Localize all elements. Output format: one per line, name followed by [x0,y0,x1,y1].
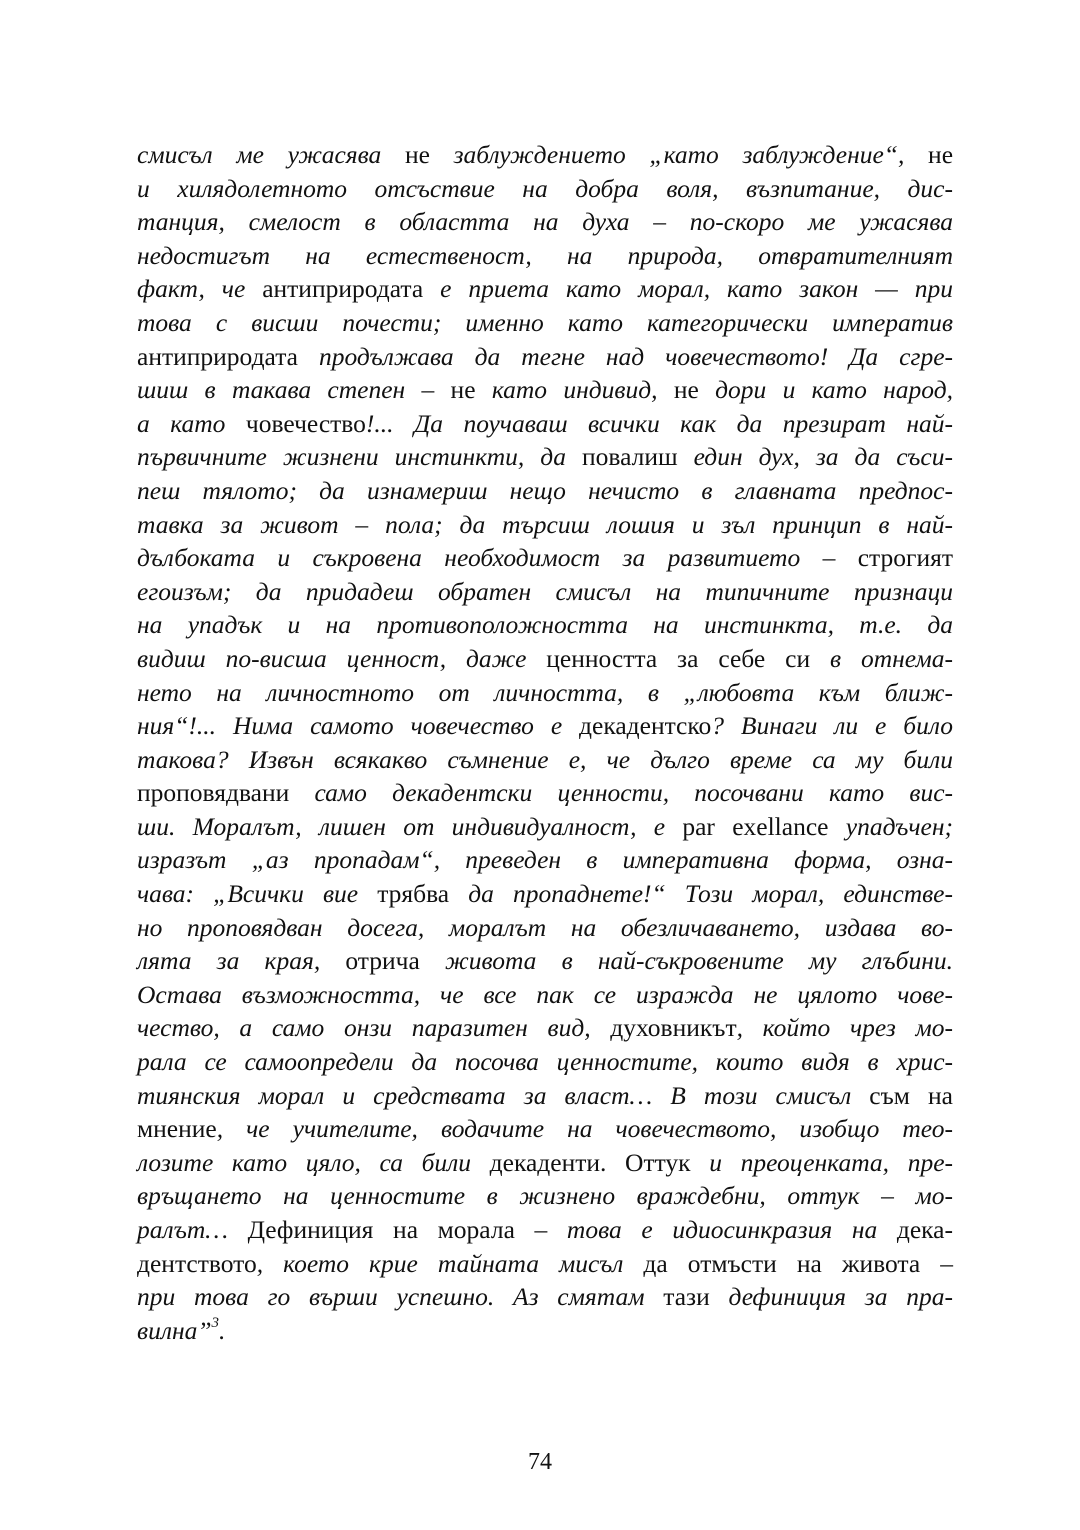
text-run: Остава възможността, че все пак се изражда не цялото чове- [137,979,953,1009]
body-text [137,138,953,1347]
text-line [137,1045,953,1079]
text-run: факт, че [137,274,246,304]
text-run: антиприродата [245,274,441,304]
text-run: продължава да тегне над човечеството! Да сгре- [318,341,954,371]
text-run: смисъл ме ужасява [137,140,382,169]
text-run: , което крие тайната мисъл [256,1248,624,1278]
text-line [137,911,953,945]
text-run: като индивид, [491,375,658,405]
text-run: човечество [225,408,366,438]
text-line [137,776,953,810]
text-run: недостигът на естественост, на природа, отвратителният [137,240,953,270]
text-line [137,944,953,978]
text-run: егоизъм; да придадеш обратен смисъл на типичните признаци [137,576,953,606]
text-run: дълбоката и съкровена необходимост за развитието – [137,543,836,573]
text-run: шиш в такава степен – [137,375,435,405]
text-run: е приета като морал, като закон — при [440,274,953,304]
text-run: ши. Моралът, лишен от индивидуалност, е [137,811,666,841]
text-line [137,440,953,474]
text-run: не [381,140,454,169]
text-run: духовникът [590,1013,737,1043]
text-run: дефиниция за пра- [728,1282,953,1312]
text-line [137,306,953,340]
text-run: нето на личностното от личността, в „любовта към ближ- [137,677,953,707]
text-line [137,877,953,911]
text-run: par exellance [665,811,846,841]
text-run: дека- [877,1215,953,1244]
text-run: ? Винаги ли е било [711,711,953,741]
text-run: чава: „Всички вие [137,879,359,909]
final-period: . [219,1315,226,1345]
text-run: ценността за себе си [526,643,831,673]
text-run: проповядвани [137,778,315,808]
text-run: строгият [835,543,953,573]
text-run: повалиш [565,442,694,472]
text-run: дентството [137,1248,257,1278]
text-line [137,239,953,273]
text-line [137,407,953,441]
text-line [137,1314,953,1348]
text-run: при това го върши успешно. Аз смятам [137,1282,645,1312]
text-run: лозите като цяло, са били [137,1147,472,1177]
text-run: !... Да поучаваш всички как да презират най- [365,408,953,438]
text-run: връщането на ценностите в жизнено враждебни, оттук – мо- [137,1181,953,1211]
text-run: само декадентски ценности, посочвани като вис- [314,778,953,808]
text-line [137,1079,953,1113]
text-run: и преоценката, пре- [709,1147,953,1177]
text-run: не [657,375,716,405]
text-line [137,172,953,206]
text-run: Дефиниция на морала – [227,1215,567,1244]
text-run: и хилядолетното отсъствие на добра воля, възпитание, дис- [137,173,953,203]
text-run: изразът „аз пропадам“, преведен в императивна форма, озна- [137,845,953,875]
text-line [137,205,953,239]
text-line [137,1011,953,1045]
text-run: пеш тялото; да изнамериш нещо нечисто в главната предпос- [137,475,953,505]
text-run: съм на [851,1080,953,1110]
text-line [137,709,953,743]
text-line [137,340,953,374]
text-run: вилна” [137,1315,212,1345]
text-line [137,575,953,609]
text-run: рала се самоопредели да посочва ценностите, които видя в хрис- [137,1047,953,1077]
text-line [137,608,953,642]
text-run: не [904,140,954,169]
text-run: антиприродата [137,341,319,371]
text-run: на упадък и на противоположността на инстинкта, т.е. да [137,610,953,640]
footnote-marker: 3 [211,1315,220,1332]
text-run: а като [137,408,226,438]
text-run: такова? Извън всякакво съмнение е, че дълго време са му били [137,744,953,774]
text-line [137,272,953,306]
text-run: живота в най-съкровените му глъбини. [445,946,953,976]
text-line [137,642,953,676]
text-line [137,508,953,542]
text-run: дори и като народ, [715,375,953,405]
text-line [137,373,953,407]
text-line [137,1146,953,1180]
text-run: тавка за живот – пола; да търсиш лошия и зъл принцип в най- [137,509,953,539]
text-run: не [434,375,492,405]
text-line [137,743,953,777]
text-run: видиш по-висша ценност, даже [137,643,527,673]
text-run: ния“!... Нима самото човечество е [137,711,563,741]
text-run: ралът… [137,1215,228,1244]
text-run: в отнема- [830,643,953,673]
text-line [137,676,953,710]
text-run: упадъчен; [845,811,953,841]
text-run: да отмъсти на живота – [623,1248,953,1278]
text-line [137,138,953,172]
text-line [137,1213,953,1247]
text-run: отрича [320,946,445,976]
text-line [137,843,953,877]
text-run: чество, а само онзи паразитен вид, [137,1013,591,1043]
text-run: тиянския морал и средствата за власт… В този смисъл [137,1080,852,1110]
text-line [137,1179,953,1213]
text-run: лята за края, [137,946,321,976]
text-line [137,1247,953,1281]
text-run: декадентско [562,711,712,741]
text-line [137,810,953,844]
text-line [137,978,953,1012]
text-run: един дух, за да съси- [693,442,953,472]
text-run: , че учителите, водачите на човечеството, изобщо тео- [216,1114,953,1144]
text-run: първичните жизнени инстинкти, да [137,442,566,472]
text-line [137,1112,953,1146]
text-run: тази [644,1282,729,1312]
text-run: това е идиосинкразия на [566,1215,878,1244]
text-run: декаденти. Оттук [471,1147,710,1177]
text-run: да пропаднете!“ Този морал, единстве- [468,879,953,909]
text-run: , който чрез мо- [736,1013,954,1043]
text-line [137,541,953,575]
text-run: танция, смелост в областта на духа – по-скоро ме ужасява [137,207,953,237]
text-line [137,474,953,508]
text-run: това с висши почести; именно като категорически императив [137,307,953,337]
page-number: 74 [528,1449,552,1475]
text-run: заблуждението „като заблуждение“, [453,140,905,169]
text-run: мнение [137,1114,217,1144]
text-line [137,1280,953,1314]
text-run: но проповядван досега, моралът на обезличаването, издава во- [137,912,953,942]
text-run: трябва [358,879,469,909]
